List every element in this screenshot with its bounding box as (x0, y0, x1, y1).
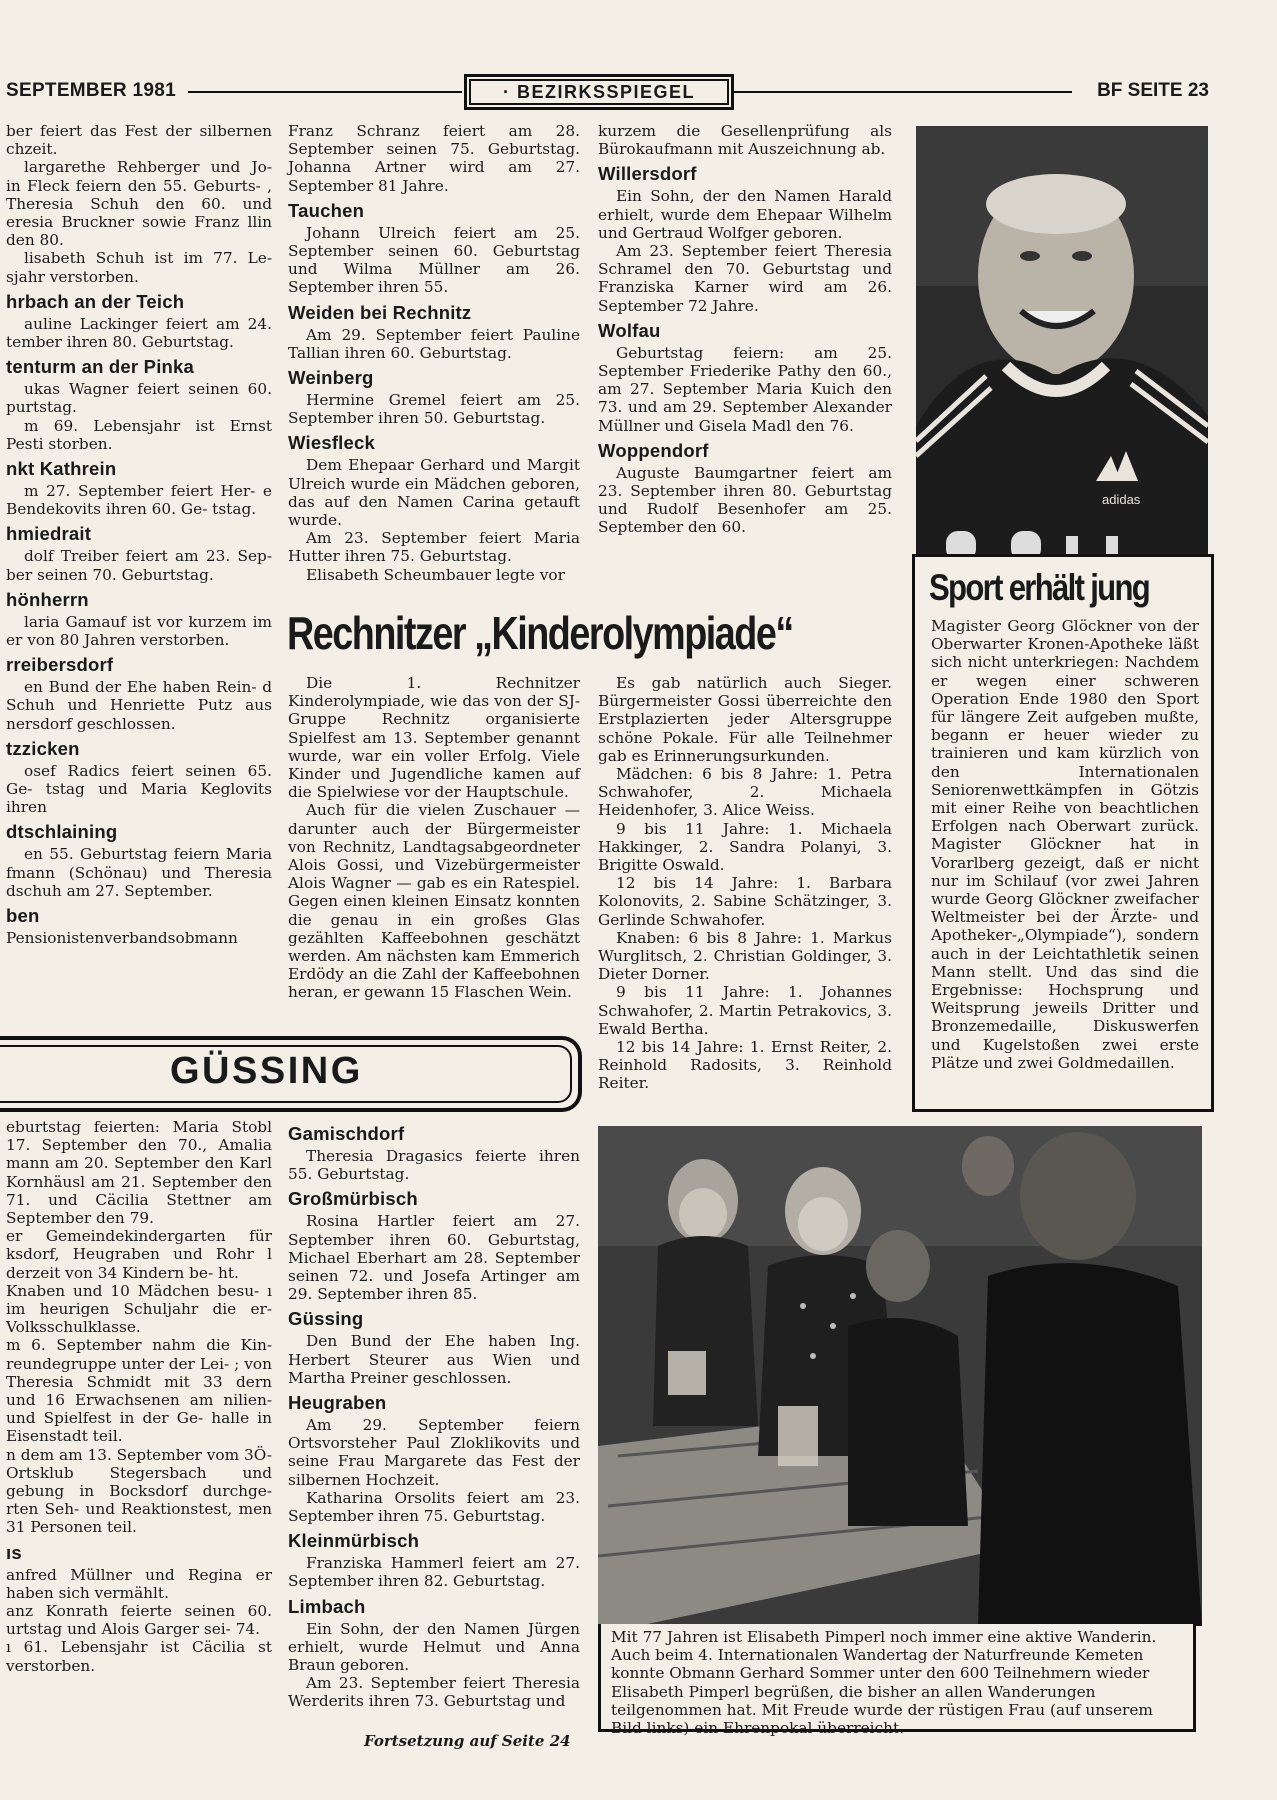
olympiade-column-left (288, 674, 580, 1002)
place-heading: Wiesfleck (288, 432, 375, 454)
paragraph: Rosina Hartler feiert am 27. September ihren 60. Geburtstag, Michael Eberhart am 28. September seinen 72. und Josefa Artinger am 29. September ihren 85. (288, 1212, 580, 1304)
sport-body: Magister Georg Glöckner von der Oberwarter Kronen-Apotheke läßt sich nicht unterkriegen: Nachdem er wegen einer schweren Operation Ende 1980 den Sport für längere Zeit aufgeben mußte, begann er heuer wieder zu trainieren und kam kürzlich von den Internationalen Seniorenwettkämpfen in Götzis mit einer Reihe von beachtlichen Erfolgen nach Oberwart zurück. Magister Glöckner hat in Vorarlberg gezeigt, daß er nicht nur im Schilauf (vor zwei Jahren wurde Georg Glöckner zweifacher Weltmeister bei der Ärzte- und Apotheker-„Olympiade“), sondern auch in der Leichtathletik seinen Mann stellt. Und das sind die Ergebnisse: Hochsprung und Weitsprung jeweils Dritter und Bronzemedaille, Diskuswerfen und Kugelstoßen zwei erste Plätze und zwei Goldmedaillen. (931, 617, 1199, 1072)
guessing-title: GÜSSING (170, 1050, 363, 1092)
paragraph: n dem am 13. September vom 3Ö-Ortsklub Stegersbach und gebung in Bocksdorf durchge- rten Seh- und Reaktionstest, men 31 Personen teil. (6, 1445, 272, 1537)
place-heading: Weinberg (288, 367, 374, 389)
place-heading: Woppendorf (598, 439, 709, 461)
paragraph: Am 29. September feiern Ortsvorsteher Paul Zloklikovits und seine Frau Margarete das Fest der silbernen Hochzeit. (288, 1416, 580, 1489)
paragraph: Auguste Baumgartner feiert am 23. September ihren 80. Geburtstag und Rudolf Besenhofer am 25. September den 60. (598, 463, 892, 537)
shirt-brand: adidas (1102, 492, 1141, 507)
paragraph: 12 bis 14 Jahre: 1. Ernst Reiter, 2. Reinhold Radosits, 3. Reinhold Reiter. (598, 1038, 892, 1093)
issue-date: SEPTEMBER 1981 (6, 80, 176, 101)
column-right-names (598, 122, 892, 537)
paragraph: ı 61. Lebensjahr ist Cäcilia st verstorben. (6, 1638, 272, 1675)
paragraph: auline Lackinger feiert am 24. tember ihren 80. Geburtstag. (6, 314, 272, 352)
paragraph: Katharina Orsolits feiert am 23. September ihren 75. Geburtstag. (288, 1488, 580, 1526)
paragraph: Mädchen: 6 bis 8 Jahre: 1. Petra Schwahofer, 2. Michaela Heidenhofer, 3. Alice Weiss. (598, 765, 892, 820)
paragraph: Die 1. Rechnitzer Kinderolympiade, wie das von der SJ-Gruppe Rechnitz organisierte Spielfest am 13. September genannt wurde, war ein voller Erfolg. Viele Kinder und Jugendliche kamen auf die Spielwiese vor der Hauptschule. (288, 674, 580, 802)
paragraph: Am 23. September feiert Theresia Schramel den 70. Geburtstag und Franziska Karner wird am 26. September 72 Jahre. (598, 242, 892, 315)
paragraph: Theresia Dragasics feierte ihren 55. Geburtstag. (288, 1147, 580, 1184)
paragraph: Am 29. September feiert Pauline Tallian ihren 60. Geburtstag. (288, 325, 580, 362)
paragraph: Ein Sohn, der den Namen Harald erhielt, wurde dem Ehepaar Wilhelm und Gertraud Wolfger geboren. (598, 187, 892, 242)
place-heading: Tauchen (288, 199, 365, 221)
paragraph: osef Radics feiert seinen 65. Ge- tstag und Maria Keglovits ihren (6, 761, 272, 817)
paragraph: dolf Treiber feiert am 23. Sep- ber seinen 70. Geburtstag. (6, 547, 272, 584)
header-rule-left (188, 91, 462, 93)
paragraph: Knaben und 10 Mädchen besu- ı im heurigen Schuljahr die er- Volksschulklasse. (6, 1281, 272, 1337)
continuation-note: Fortsetzung auf Seite 24 (364, 1732, 571, 1750)
column-middle-names (288, 122, 580, 584)
paragraph: m 69. Lebensjahr ist Ernst Pesti storben. (6, 416, 272, 453)
page-header (0, 78, 1277, 108)
place-heading: tzzicken (6, 737, 80, 759)
paragraph: m 27. September feiert Her- e Bendekovits ihren 60. Ge- tstag. (6, 482, 272, 519)
place-heading: Weiden bei Rechnitz (288, 301, 472, 323)
paragraph: Am 23. September feiert Theresia Werderits ihren 73. Geburtstag und (288, 1674, 580, 1711)
place-heading: Großmürbisch (288, 1188, 418, 1210)
paragraph: laria Gamauf ist vor kurzem im er von 80 Jahren verstorben. (6, 612, 272, 650)
paragraph: Am 23. September feiert Maria Hutter ihren 75. Geburtstag. (288, 529, 580, 566)
place-heading: rreibersdorf (6, 654, 114, 676)
guessing-column-middle (288, 1118, 580, 1711)
place-heading: Limbach (288, 1595, 366, 1617)
paragraph: en 55. Geburtstag feiern Maria fmann (Schönau) und Theresia dschuh am 27. September. (6, 845, 272, 900)
paragraph: 9 bis 11 Jahre: 1. Michaela Hakkinger, 2. Sandra Polanyi, 3. Brigitte Oswald. (598, 819, 892, 875)
place-heading: hmiedrait (6, 523, 92, 545)
sport-headline: Sport erhält jung (929, 567, 1150, 608)
paragraph: eburtstag feierten: Maria Stobl 17. September den 70., Amalia mann am 20. September den Karl Kornhäusl am 21. September den 71. und Cäcilia Stettner am September den 79. (6, 1118, 272, 1228)
paragraph: Franziska Hammerl feiert am 27. September ihren 82. Geburtstag. (288, 1554, 580, 1591)
group-photo (598, 1126, 1202, 1626)
place-heading: dtschlaining (6, 821, 118, 843)
paragraph: Hermine Gremel feiert am 25. September ihren 50. Geburtstag. (288, 391, 580, 428)
paragraph: Es gab natürlich auch Sieger. Bürgermeister Gossi überreichte den Erstplazierten jeder Altersgruppe schöne Pokale. Für alle Teilnehmer gab es Erinnerungsurkunden. (598, 674, 892, 765)
place-heading: nkt Kathrein (6, 458, 117, 480)
paragraph: 9 bis 11 Jahre: 1. Johannes Schwahofer, 2. Martin Petrakovics, 3. Ewald Bertha. (598, 983, 892, 1038)
paragraph: 12 bis 14 Jahre: 1. Barbara Kolonovits, 2. Sabine Schätzinger, 3. Gerlinde Schwahofer. (598, 874, 892, 929)
place-heading: ben (6, 905, 40, 927)
olympiade-headline: Rechnitzer „Kinderolympiade“ (287, 607, 793, 659)
olympiade-column-right (598, 674, 892, 1093)
group-photo-caption: Mit 77 Jahren ist Elisabeth Pimperl noch immer eine aktive Wanderin. Auch beim 4. Internationalen Wandertag der Naturfreunde Kemeten konnte Obmann Gerhard Sommer unter den 600 Teilnehmern wieder Elisabeth Pimperl begrüßen, die bisher an allen Wanderungen teilgenommen hat. Mit Freude wurde der rüstigen Frau (auf unserem Bild links) ein Ehrenpokal überreicht. (598, 1624, 1196, 1732)
portrait-image (916, 126, 1208, 554)
place-heading: hrbach an der Teich (6, 290, 185, 312)
group-photo-image (598, 1126, 1202, 1626)
guessing-column-left (6, 1118, 272, 1675)
paragraph: er Gemeindekindergarten für ksdorf, Heugraben und Rohr l derzeit von 34 Kindern be- ht. (6, 1227, 272, 1282)
paragraph: Ein Sohn, der den Namen Jürgen erhielt, wurde Helmut und Anna Braun geboren. (288, 1619, 580, 1675)
paragraph: Franz Schranz feiert am 28. September seinen 75. Geburtstag. Johanna Artner wird am 27. September 81 Jahre. (288, 122, 580, 195)
paragraph: Den Bund der Ehe haben Ing. Herbert Steurer aus Wien und Martha Preiner geschlossen. (288, 1332, 580, 1387)
paragraph: Pensionistenverbandsobmann (6, 929, 238, 948)
paragraph: anfred Müllner und Regina er haben sich vermählt. (6, 1565, 272, 1602)
paragraph: kurzem die Gesellenprüfung als Bürokaufmann mit Auszeichnung ab. (598, 122, 892, 159)
paragraph: Auch für die vielen Zuschauer — darunter auch der Bürgermeister von Rechnitz, Landtagsabgeordneter Alois Gossi, und Vizebürgermeister Alois Wagner — gab es ein Ratespiel. Gegen einen kleinen Einsatz konnten die genau in ein großes Glas gezählten Kaffeebohnen geschätzt werden. Am nächsten kam Emmerich Erdödy an die Zahl der Kaffeebohnen heran, er gewann 15 Flaschen Wein. (288, 801, 580, 1002)
paragraph: lisabeth Schuh ist im 77. Le- sjahr verstorben. (6, 249, 272, 286)
place-heading: hönherrn (6, 588, 89, 610)
paragraph: en Bund der Ehe haben Rein- d Schuh und Henriette Putz aus nersdorf geschlossen. (6, 678, 272, 733)
paragraph: Elisabeth Scheumbauer legte vor (306, 565, 565, 584)
paragraph: ber feiert das Fest der silbernen chzeit. (6, 122, 272, 159)
page-number: BF SEITE 23 (1097, 80, 1209, 101)
paragraph: anz Konrath feierte seinen 60. urtstag und Alois Garger sei- 74. (6, 1602, 272, 1639)
paragraph: Knaben: 6 bis 8 Jahre: 1. Markus Wurglitsch, 2. Christian Goldinger, 3. Dieter Dorner. (598, 928, 892, 984)
paragraph: largarethe Rehberger und Jo- in Fleck feiern den 55. Geburts- , Theresia Schuh den 60. und eresia Bruckner sowie Franz llin den 80. (6, 158, 272, 250)
place-heading: Kleinmürbisch (288, 1530, 420, 1552)
place-heading: Güssing (288, 1308, 364, 1330)
guessing-section-banner (0, 1036, 582, 1112)
sport-article-box (912, 554, 1214, 1112)
place-heading: Wolfau (598, 319, 661, 341)
paragraph: ukas Wagner feiert seinen 60. purtstag. (6, 380, 272, 417)
portrait-photo (916, 126, 1208, 554)
paragraph: m 6. September nahm die Kin- reundegruppe unter der Lei- ; von Theresia Schmidt mit 33 dern und 16 Erwachsenen am nilien- und Spielfest in der Ge- halle in Eisenstadt teil. (6, 1336, 272, 1446)
place-heading: Willersdorf (598, 163, 697, 185)
place-heading: ıs (6, 1541, 22, 1563)
paragraph: Dem Ehepaar Gerhard und Margit Ulreich wurde ein Mädchen geboren, das auf den Namen Carina getauft wurde. (288, 456, 580, 530)
paragraph: Johann Ulreich feiert am 25. September seinen 60. Geburtstag und Wilma Müllner am 26. September ihren 55. (288, 223, 580, 297)
paragraph: Geburtstag feiern: am 25. September Friederike Pathy den 60., am 27. September Maria Kuich den 73. und am 29. September Alexander Müllner und Gisela Madl den 76. (598, 343, 892, 435)
place-heading: tenturm an der Pinka (6, 356, 195, 378)
column-left-names (6, 122, 272, 947)
header-rule-right (732, 91, 1072, 93)
section-title: · BEZIRKSSPIEGEL (464, 74, 734, 110)
place-heading: Heugraben (288, 1392, 387, 1414)
place-heading: Gamischdorf (288, 1123, 405, 1144)
